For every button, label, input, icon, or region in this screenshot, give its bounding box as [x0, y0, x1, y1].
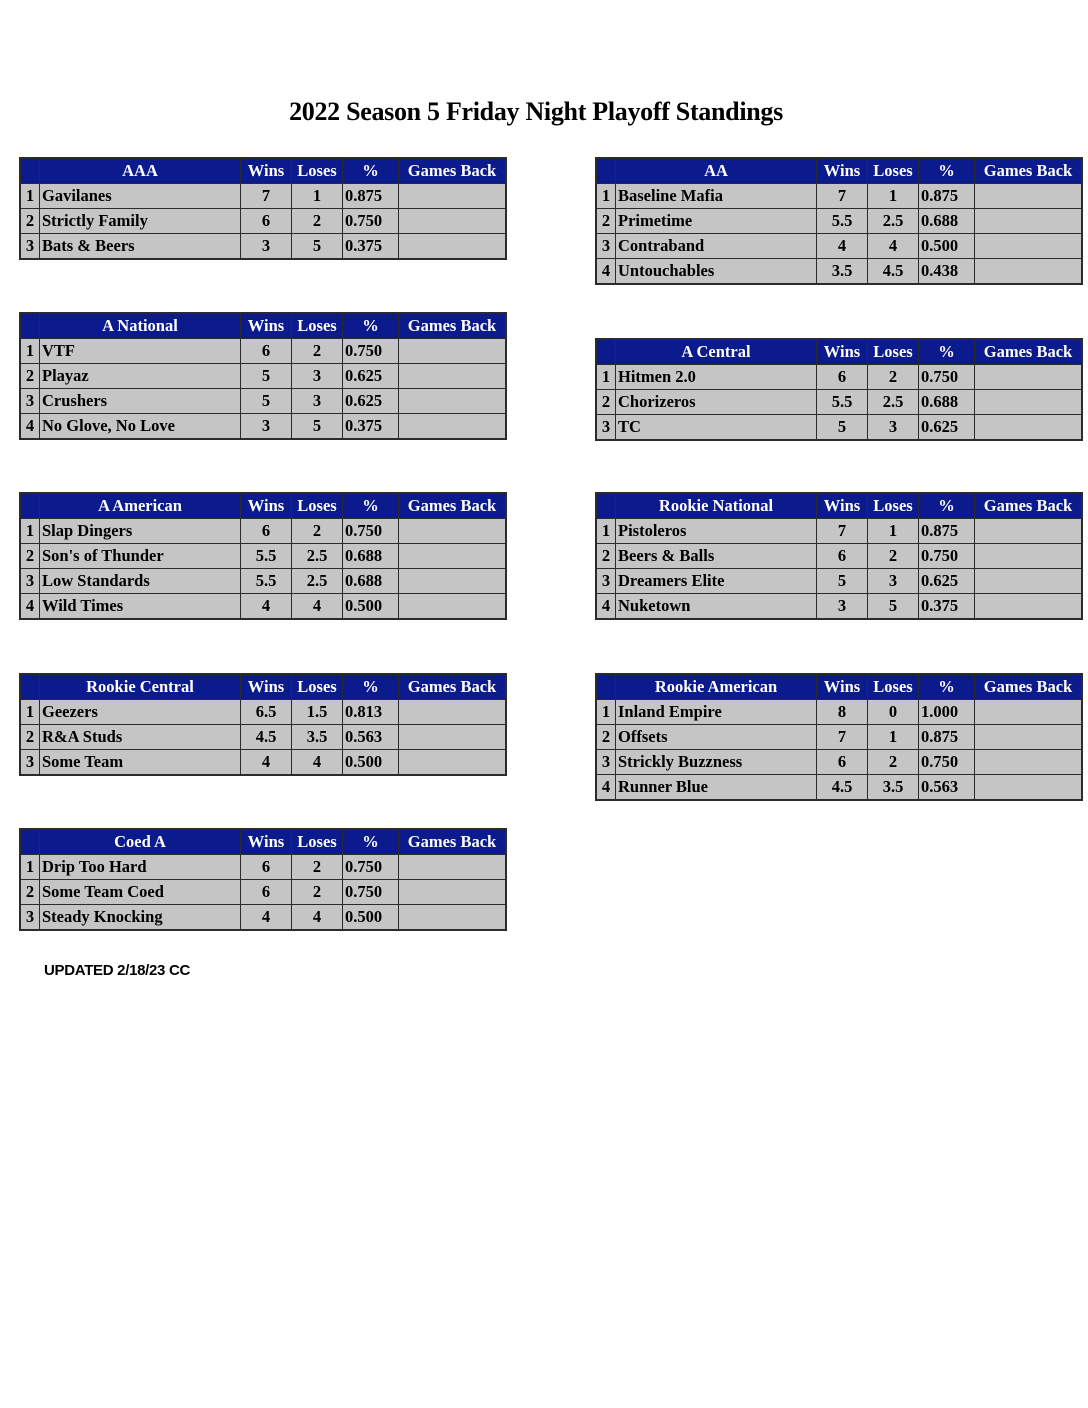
division-name: A Central	[616, 339, 817, 365]
table-row	[596, 544, 1082, 569]
team-name: Crushers	[40, 389, 241, 414]
loses-cell: 2	[292, 880, 343, 905]
games-back-cell	[399, 855, 507, 880]
division-name: Rookie American	[616, 674, 817, 700]
wins-cell: 6.5	[241, 700, 292, 725]
table-row	[20, 700, 506, 725]
games-back-cell	[975, 390, 1083, 415]
team-name: Nuketown	[616, 594, 817, 620]
rank-header	[20, 493, 40, 519]
wins-cell: 3	[241, 234, 292, 260]
rank-cell: 3	[596, 569, 616, 594]
games-back-cell	[399, 569, 507, 594]
rank-cell: 3	[20, 905, 40, 931]
games-back-cell	[399, 389, 507, 414]
wins-cell: 4	[241, 750, 292, 776]
games-back-cell	[975, 365, 1083, 390]
loses-cell: 3	[292, 364, 343, 389]
rank-cell: 1	[20, 519, 40, 544]
loses-header: Loses	[868, 158, 919, 184]
table-row	[20, 855, 506, 880]
table-row	[596, 184, 1082, 209]
division-name: Rookie National	[616, 493, 817, 519]
games-back-cell	[975, 775, 1083, 801]
rank-cell: 1	[596, 365, 616, 390]
rank-header	[596, 158, 616, 184]
table-row	[596, 365, 1082, 390]
pct-cell: 0.625	[919, 415, 975, 441]
pct-cell: 0.563	[919, 775, 975, 801]
wins-cell: 6	[241, 209, 292, 234]
table-row	[20, 389, 506, 414]
games-back-cell	[399, 209, 507, 234]
rank-header	[20, 829, 40, 855]
wins-header: Wins	[241, 674, 292, 700]
table-row	[596, 775, 1082, 801]
team-name: Bats & Beers	[40, 234, 241, 260]
division-name: AAA	[40, 158, 241, 184]
rank-cell: 1	[20, 855, 40, 880]
team-name: VTF	[40, 339, 241, 364]
team-name: Some Team	[40, 750, 241, 776]
loses-cell: 3.5	[868, 775, 919, 801]
loses-header: Loses	[868, 493, 919, 519]
table-row	[20, 234, 506, 260]
pct-cell: 1.000	[919, 700, 975, 725]
wins-cell: 6	[241, 855, 292, 880]
loses-cell: 1	[868, 184, 919, 209]
division-name: Rookie Central	[40, 674, 241, 700]
table-row	[20, 184, 506, 209]
rank-cell: 3	[596, 415, 616, 441]
table-row	[20, 339, 506, 364]
wins-header: Wins	[817, 158, 868, 184]
pct-cell: 0.750	[343, 855, 399, 880]
table-row	[596, 415, 1082, 441]
wins-cell: 5	[241, 364, 292, 389]
standings-table-a-american	[19, 492, 507, 620]
table-header-row	[20, 829, 506, 855]
table-row	[596, 209, 1082, 234]
loses-cell: 2	[292, 855, 343, 880]
games-back-cell	[399, 339, 507, 364]
games-back-cell	[399, 594, 507, 620]
rank-cell: 2	[596, 725, 616, 750]
games-back-cell	[975, 184, 1083, 209]
pct-cell: 0.750	[343, 339, 399, 364]
pct-cell: 0.625	[343, 389, 399, 414]
loses-cell: 1	[292, 184, 343, 209]
wins-header: Wins	[241, 313, 292, 339]
games-back-cell	[399, 750, 507, 776]
pct-header: %	[343, 674, 399, 700]
wins-cell: 7	[817, 184, 868, 209]
team-name: Primetime	[616, 209, 817, 234]
team-name: Steady Knocking	[40, 905, 241, 931]
wins-header: Wins	[817, 674, 868, 700]
loses-cell: 1.5	[292, 700, 343, 725]
loses-cell: 2	[868, 365, 919, 390]
table-row	[20, 880, 506, 905]
table-row	[596, 519, 1082, 544]
rank-cell: 3	[596, 234, 616, 259]
rank-cell: 4	[596, 775, 616, 801]
rank-cell: 3	[20, 234, 40, 260]
standings-table-coed-a	[19, 828, 507, 931]
team-name: Beers & Balls	[616, 544, 817, 569]
team-name: Chorizeros	[616, 390, 817, 415]
loses-header: Loses	[292, 829, 343, 855]
wins-cell: 6	[241, 880, 292, 905]
loses-cell: 2	[292, 339, 343, 364]
wins-cell: 5	[817, 415, 868, 441]
standings-table-aa	[595, 157, 1083, 285]
pct-cell: 0.750	[919, 750, 975, 775]
standings-table-aaa	[19, 157, 507, 260]
division-name: Coed A	[40, 829, 241, 855]
team-name: Some Team Coed	[40, 880, 241, 905]
wins-cell: 8	[817, 700, 868, 725]
rank-cell: 4	[20, 414, 40, 440]
games-back-cell	[399, 234, 507, 260]
games-back-header: Games Back	[399, 313, 507, 339]
pct-cell: 0.688	[919, 390, 975, 415]
team-name: TC	[616, 415, 817, 441]
pct-cell: 0.750	[343, 880, 399, 905]
team-name: Slap Dingers	[40, 519, 241, 544]
standings-table-a-national	[19, 312, 507, 440]
wins-cell: 5.5	[817, 209, 868, 234]
games-back-cell	[975, 700, 1083, 725]
rank-header	[20, 158, 40, 184]
loses-cell: 5	[292, 234, 343, 260]
rank-cell: 1	[596, 700, 616, 725]
team-name: R&A Studs	[40, 725, 241, 750]
games-back-cell	[975, 259, 1083, 285]
table-row	[596, 234, 1082, 259]
rank-cell: 1	[596, 184, 616, 209]
loses-header: Loses	[292, 674, 343, 700]
pct-cell: 0.875	[919, 519, 975, 544]
loses-header: Loses	[292, 493, 343, 519]
pct-header: %	[919, 493, 975, 519]
pct-cell: 0.500	[343, 750, 399, 776]
rank-cell: 1	[20, 184, 40, 209]
wins-cell: 4.5	[241, 725, 292, 750]
table-row	[596, 725, 1082, 750]
loses-cell: 5	[868, 594, 919, 620]
team-name: Untouchables	[616, 259, 817, 285]
rank-cell: 3	[596, 750, 616, 775]
games-back-cell	[975, 594, 1083, 620]
games-back-header: Games Back	[975, 158, 1083, 184]
updated-note: UPDATED 2/18/23 CC	[44, 962, 191, 979]
loses-cell: 2.5	[292, 544, 343, 569]
pct-header: %	[343, 829, 399, 855]
rank-cell: 1	[20, 339, 40, 364]
pct-cell: 0.875	[919, 184, 975, 209]
page-title: 2022 Season 5 Friday Night Playoff Standings	[289, 97, 783, 126]
rank-cell: 2	[596, 209, 616, 234]
pct-cell: 0.813	[343, 700, 399, 725]
rank-cell: 3	[20, 389, 40, 414]
wins-cell: 5.5	[817, 390, 868, 415]
table-header-row	[20, 674, 506, 700]
team-name: Hitmen 2.0	[616, 365, 817, 390]
rank-cell: 4	[596, 594, 616, 620]
standings-table-rookie-central	[19, 673, 507, 776]
loses-cell: 4.5	[868, 259, 919, 285]
team-name: Wild Times	[40, 594, 241, 620]
table-row	[20, 569, 506, 594]
games-back-cell	[399, 364, 507, 389]
pct-cell: 0.500	[343, 905, 399, 931]
rank-cell: 3	[20, 569, 40, 594]
rank-cell: 2	[20, 544, 40, 569]
table-header-row	[20, 313, 506, 339]
games-back-cell	[975, 234, 1083, 259]
rank-cell: 3	[20, 750, 40, 776]
loses-cell: 4	[868, 234, 919, 259]
loses-cell: 2.5	[868, 209, 919, 234]
rank-header	[596, 493, 616, 519]
wins-cell: 7	[241, 184, 292, 209]
rank-cell: 2	[20, 880, 40, 905]
games-back-cell	[975, 209, 1083, 234]
games-back-header: Games Back	[399, 158, 507, 184]
table-header-row	[20, 158, 506, 184]
table-row	[596, 390, 1082, 415]
table-header-row	[596, 339, 1082, 365]
division-name: A National	[40, 313, 241, 339]
wins-header: Wins	[817, 339, 868, 365]
games-back-header: Games Back	[399, 829, 507, 855]
team-name: Son's of Thunder	[40, 544, 241, 569]
team-name: Low Standards	[40, 569, 241, 594]
games-back-cell	[975, 725, 1083, 750]
rank-header	[596, 674, 616, 700]
pct-cell: 0.500	[343, 594, 399, 620]
loses-cell: 1	[868, 519, 919, 544]
team-name: Inland Empire	[616, 700, 817, 725]
wins-cell: 3	[817, 594, 868, 620]
table-row	[596, 700, 1082, 725]
wins-cell: 5.5	[241, 544, 292, 569]
pct-cell: 0.875	[919, 725, 975, 750]
table-row	[20, 544, 506, 569]
wins-header: Wins	[817, 493, 868, 519]
wins-header: Wins	[241, 493, 292, 519]
pct-header: %	[343, 158, 399, 184]
table-row	[20, 725, 506, 750]
pct-cell: 0.375	[343, 414, 399, 440]
pct-cell: 0.438	[919, 259, 975, 285]
loses-cell: 4	[292, 905, 343, 931]
pct-header: %	[343, 313, 399, 339]
table-header-row	[20, 493, 506, 519]
games-back-header: Games Back	[975, 674, 1083, 700]
team-name: Pistoleros	[616, 519, 817, 544]
division-name: AA	[616, 158, 817, 184]
division-name: A American	[40, 493, 241, 519]
standings-table-rookie-american	[595, 673, 1083, 801]
table-header-row	[596, 158, 1082, 184]
table-header-row	[596, 493, 1082, 519]
wins-cell: 4	[241, 594, 292, 620]
pct-cell: 0.625	[919, 569, 975, 594]
table-row	[20, 364, 506, 389]
rank-cell: 2	[596, 390, 616, 415]
team-name: Contraband	[616, 234, 817, 259]
pct-header: %	[919, 339, 975, 365]
rank-cell: 1	[596, 519, 616, 544]
team-name: Baseline Mafia	[616, 184, 817, 209]
table-row	[20, 519, 506, 544]
pct-cell: 0.563	[343, 725, 399, 750]
wins-cell: 6	[241, 519, 292, 544]
pct-cell: 0.750	[919, 544, 975, 569]
wins-cell: 3	[241, 414, 292, 440]
loses-cell: 3.5	[292, 725, 343, 750]
loses-header: Loses	[292, 313, 343, 339]
wins-cell: 5	[241, 389, 292, 414]
loses-header: Loses	[868, 674, 919, 700]
loses-cell: 4	[292, 594, 343, 620]
pct-cell: 0.875	[343, 184, 399, 209]
wins-cell: 6	[817, 365, 868, 390]
rank-cell: 2	[20, 364, 40, 389]
rank-header	[20, 674, 40, 700]
wins-cell: 4	[241, 905, 292, 931]
team-name: No Glove, No Love	[40, 414, 241, 440]
team-name: Playaz	[40, 364, 241, 389]
pct-cell: 0.500	[919, 234, 975, 259]
games-back-cell	[399, 905, 507, 931]
table-row	[596, 259, 1082, 285]
team-name: Runner Blue	[616, 775, 817, 801]
loses-cell: 2	[292, 519, 343, 544]
team-name: Geezers	[40, 700, 241, 725]
games-back-cell	[399, 544, 507, 569]
table-row	[596, 750, 1082, 775]
games-back-cell	[975, 544, 1083, 569]
wins-cell: 3.5	[817, 259, 868, 285]
pct-cell: 0.750	[919, 365, 975, 390]
loses-header: Loses	[868, 339, 919, 365]
games-back-cell	[399, 414, 507, 440]
loses-cell: 4	[292, 750, 343, 776]
team-name: Gavilanes	[40, 184, 241, 209]
loses-cell: 2.5	[292, 569, 343, 594]
wins-header: Wins	[241, 829, 292, 855]
rank-cell: 4	[596, 259, 616, 285]
pct-cell: 0.375	[343, 234, 399, 260]
games-back-header: Games Back	[975, 339, 1083, 365]
rank-cell: 2	[596, 544, 616, 569]
games-back-header: Games Back	[975, 493, 1083, 519]
games-back-cell	[975, 750, 1083, 775]
standings-table-rookie-national	[595, 492, 1083, 620]
games-back-cell	[399, 725, 507, 750]
rank-cell: 1	[20, 700, 40, 725]
loses-cell: 0	[868, 700, 919, 725]
pct-cell: 0.625	[343, 364, 399, 389]
pct-cell: 0.750	[343, 519, 399, 544]
team-name: Strickly Buzzness	[616, 750, 817, 775]
pct-cell: 0.750	[343, 209, 399, 234]
wins-cell: 6	[817, 544, 868, 569]
games-back-cell	[975, 519, 1083, 544]
rank-cell: 2	[20, 209, 40, 234]
team-name: Strictly Family	[40, 209, 241, 234]
loses-cell: 5	[292, 414, 343, 440]
rank-cell: 2	[20, 725, 40, 750]
table-row	[20, 209, 506, 234]
rank-header	[20, 313, 40, 339]
wins-cell: 6	[817, 750, 868, 775]
wins-cell: 6	[241, 339, 292, 364]
wins-cell: 5.5	[241, 569, 292, 594]
loses-cell: 3	[292, 389, 343, 414]
pct-cell: 0.375	[919, 594, 975, 620]
games-back-cell	[399, 184, 507, 209]
wins-cell: 4	[817, 234, 868, 259]
table-row	[20, 905, 506, 931]
table-header-row	[596, 674, 1082, 700]
loses-cell: 2	[868, 544, 919, 569]
pct-cell: 0.688	[919, 209, 975, 234]
wins-cell: 4.5	[817, 775, 868, 801]
table-row	[596, 594, 1082, 620]
team-name: Offsets	[616, 725, 817, 750]
loses-cell: 2.5	[868, 390, 919, 415]
wins-header: Wins	[241, 158, 292, 184]
loses-cell: 2	[868, 750, 919, 775]
pct-header: %	[919, 674, 975, 700]
games-back-header: Games Back	[399, 493, 507, 519]
rank-cell: 4	[20, 594, 40, 620]
pct-header: %	[919, 158, 975, 184]
team-name: Drip Too Hard	[40, 855, 241, 880]
loses-cell: 1	[868, 725, 919, 750]
games-back-cell	[975, 569, 1083, 594]
games-back-cell	[399, 700, 507, 725]
games-back-cell	[975, 415, 1083, 441]
loses-cell: 3	[868, 415, 919, 441]
team-name: Dreamers Elite	[616, 569, 817, 594]
wins-cell: 5	[817, 569, 868, 594]
pct-cell: 0.688	[343, 544, 399, 569]
pct-header: %	[343, 493, 399, 519]
table-row	[20, 750, 506, 776]
games-back-header: Games Back	[399, 674, 507, 700]
games-back-cell	[399, 519, 507, 544]
wins-cell: 7	[817, 519, 868, 544]
wins-cell: 7	[817, 725, 868, 750]
standings-table-a-central	[595, 338, 1083, 441]
loses-header: Loses	[292, 158, 343, 184]
loses-cell: 2	[292, 209, 343, 234]
table-row	[20, 594, 506, 620]
rank-header	[596, 339, 616, 365]
pct-cell: 0.688	[343, 569, 399, 594]
games-back-cell	[399, 880, 507, 905]
table-row	[20, 414, 506, 440]
table-row	[596, 569, 1082, 594]
loses-cell: 3	[868, 569, 919, 594]
